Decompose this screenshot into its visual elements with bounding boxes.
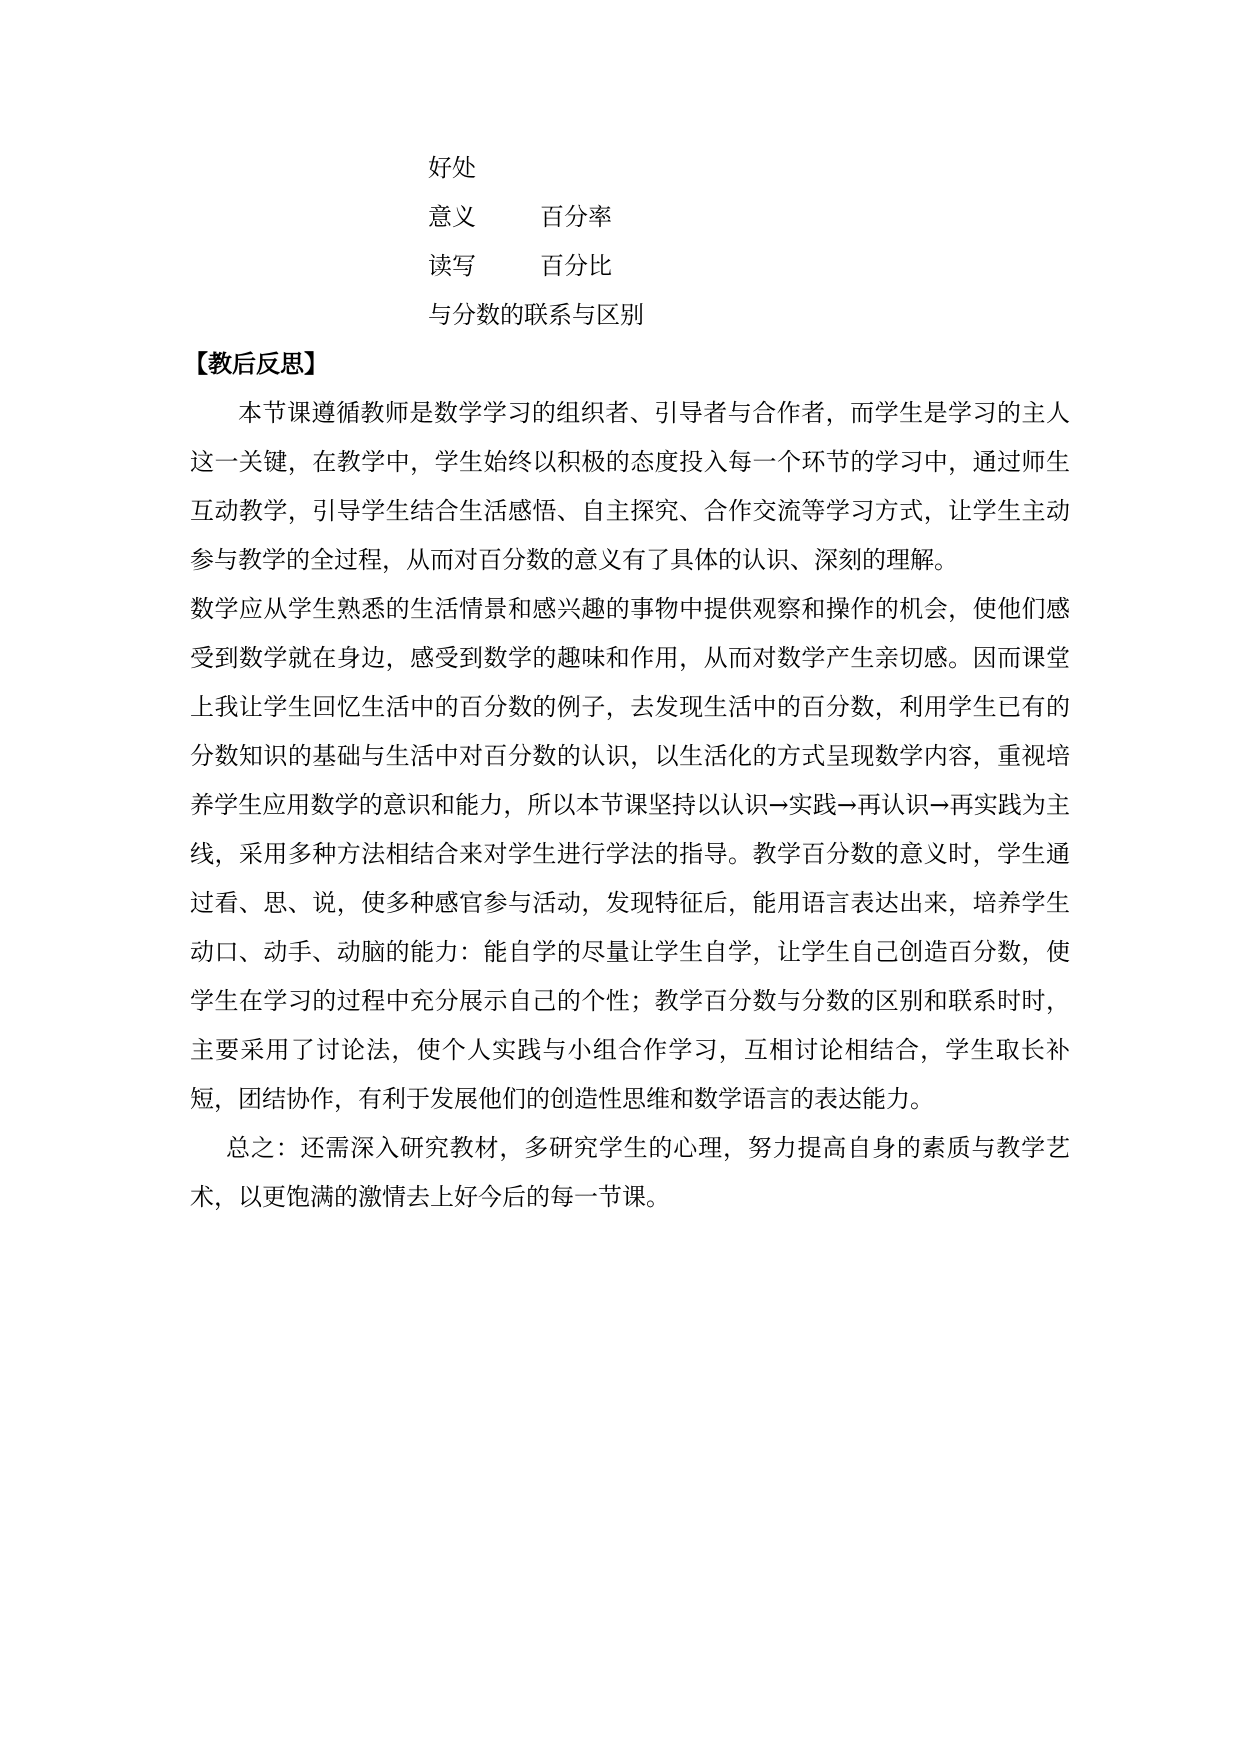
outline-item: 与分数的联系与区别 (428, 301, 644, 329)
outline-subitem: 百分率 (540, 203, 612, 231)
outline-row-meaning (428, 197, 828, 246)
reflection-paragraph-1: 本节课遵循教师是数学学习的组织者、引导者与合作者，而学生是学习的主人这一关键，在教学中，学生始终以积极的态度投入每一个环节的学习中，通过师生互动教学，引导学生结合生活感悟、自主探究、合作交流等学习方式，让学生主动参与教学的全过程，从而对百分数的意义有了具体的认识、深刻的理解。 (190, 399, 1070, 574)
board-outline (428, 148, 828, 344)
outline-row-benefits (428, 148, 828, 197)
reflection-paragraph-2: 数学应从学生熟悉的生活情景和感兴趣的事物中提供观察和操作的机会，使他们感受到数学就在身边，感受到数学的趣味和作用，从而对数学产生亲切感。因而课堂上我让学生回忆生活中的百分数的例子，去发现生活中的百分数，利用学生已有的分数知识的基础与生活中对百分数的认识，以生活化的方式呈现数学内容，重视培养学生应用数学的意识和能力，所以本节课坚持以认识→实践→再认识→再实践为主线，采用多种方法相结合来对学生进行学法的指导。教学百分数的意义时，学生通过看、思、说，使多种感官参与活动，发现特征后，能用语言表达出来，培养学生动口、动手、动脑的能力：能自学的尽量让学生自学，让学生自己创造百分数，使学生在学习的过程中充分展示自己的个性；教学百分数与分数的区别和联系时时，主要采用了讨论法，使个人实践与小组合作学习，互相讨论相结合，学生取长补短，团结协作，有利于发展他们的创造性思维和数学语言的表达能力。 (190, 595, 1070, 1113)
reflection-paragraph-3: 总之：还需深入研究教材，多研究学生的心理，努力提高自身的素质与教学艺术，以更饱满的激情去上好今后的每一节课。 (190, 1134, 1070, 1211)
reflection-section (184, 340, 1070, 1222)
outline-row-reading-writing (428, 246, 828, 295)
outline-item: 意义 (428, 203, 476, 231)
outline-item: 读写 (428, 252, 476, 280)
section-heading: 【教后反思】 (184, 350, 328, 378)
outline-row-relation (428, 295, 828, 344)
outline-item: 好处 (428, 154, 476, 182)
outline-subitem: 百分比 (540, 252, 612, 280)
